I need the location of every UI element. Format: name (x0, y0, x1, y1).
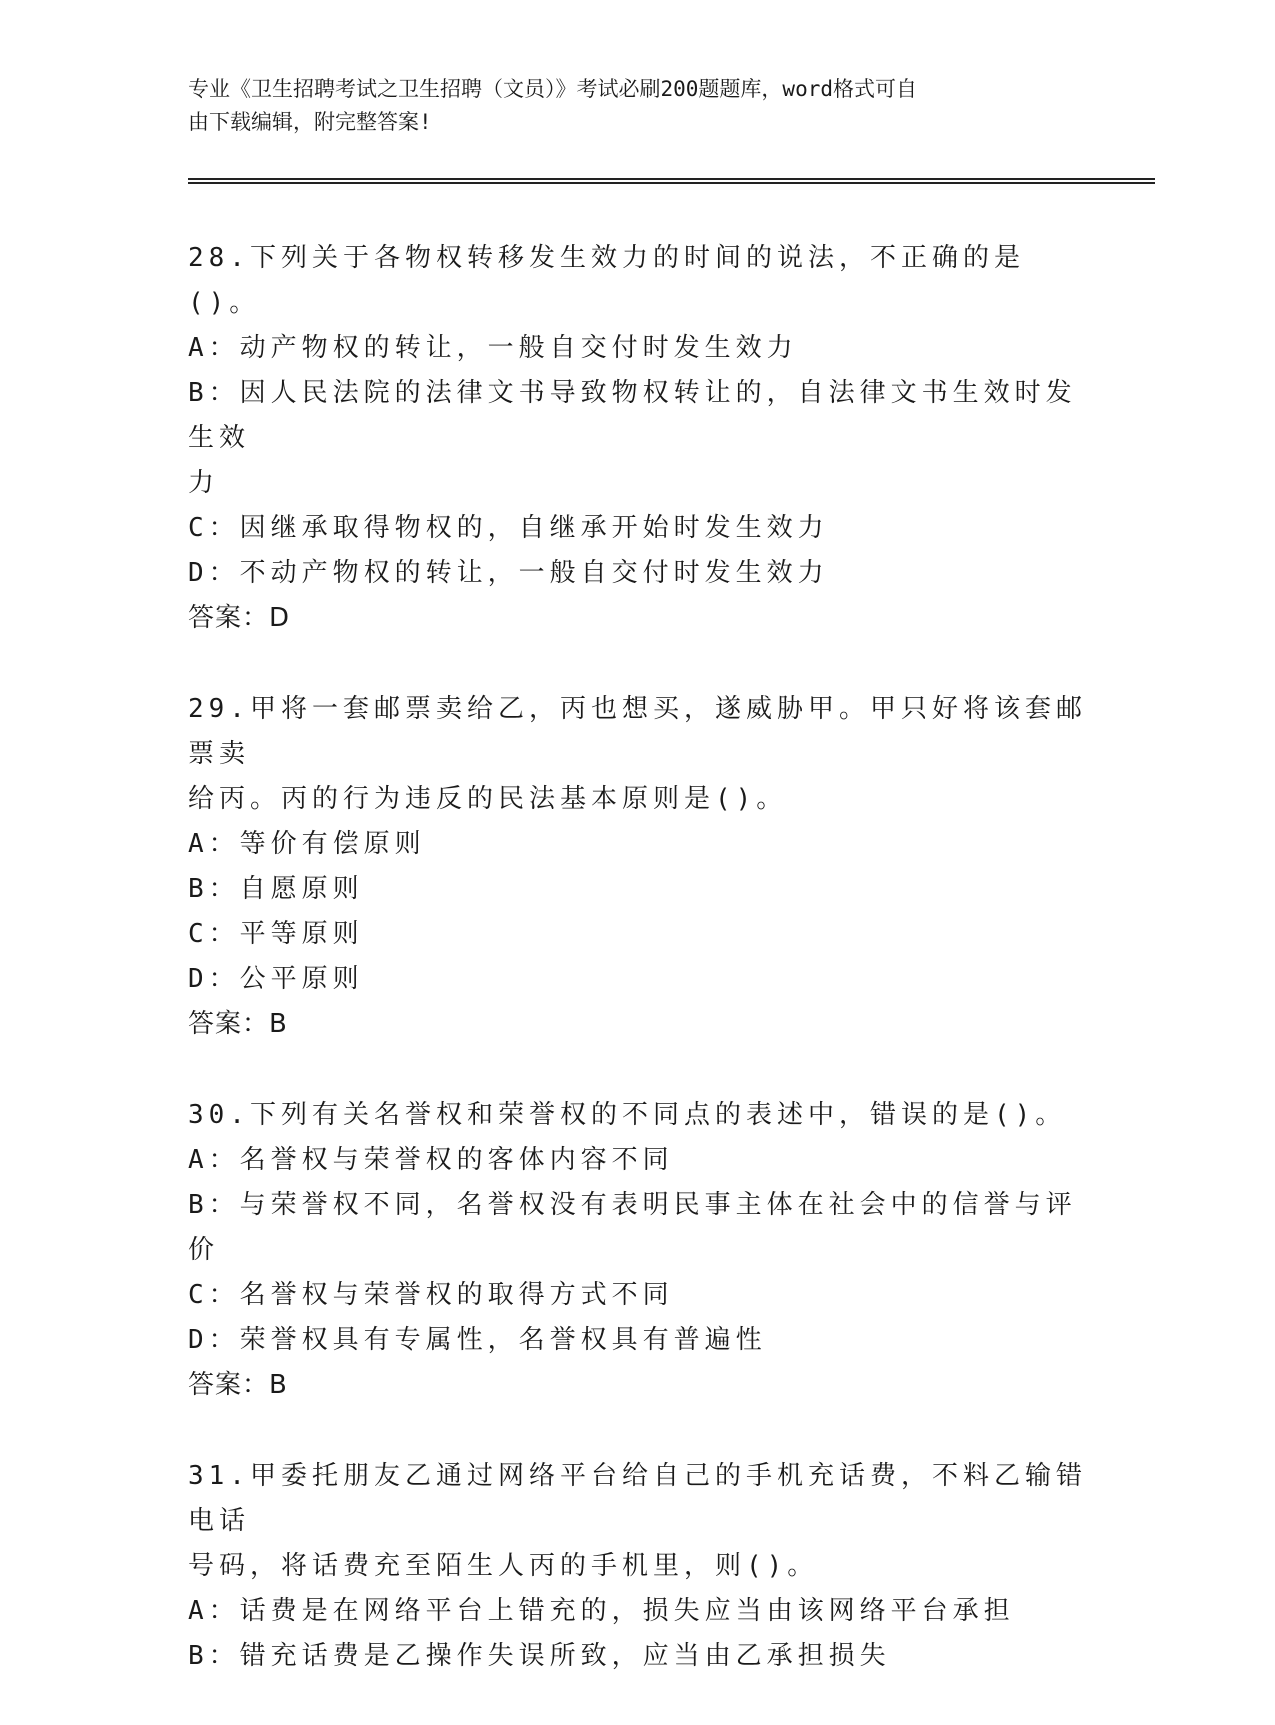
question-stem: 31.甲委托朋友乙通过网络平台给自己的手机充话费，不料乙输错电话 (188, 1461, 1087, 1536)
header-divider (188, 178, 1155, 184)
option-d: D：不动产物权的转让，一般自交付时发生效力 (188, 558, 829, 588)
option-b: B：因人民法院的法律文书导致物权转让的，自法律文书生效时发生效 (188, 378, 1077, 453)
question-stem-continued: 给丙。丙的行为违反的民法基本原则是()。 (188, 784, 788, 814)
answer: 答案：B (188, 1009, 288, 1039)
question-stem: 30.下列有关名誉权和荣誉权的不同点的表述中，错误的是()。 (188, 1100, 1067, 1130)
option-b: B：错充话费是乙操作失误所致，应当由乙承担损失 (188, 1641, 891, 1671)
option-b: B：与荣誉权不同，名誉权没有表明民事主体在社会中的信誉与评价 (188, 1190, 1077, 1265)
question-28 (188, 236, 1088, 641)
option-b: B：自愿原则 (188, 874, 364, 904)
header-line-1: 专业《卫生招聘考试之卫生招聘（文员）》考试必刷200题题库，word格式可自 (188, 77, 917, 101)
question-31 (188, 1454, 1088, 1679)
option-d: D：荣誉权具有专属性，名誉权具有普遍性 (188, 1325, 767, 1355)
option-c: C：平等原则 (188, 919, 364, 949)
question-stem-continued: 号码，将话费充至陌生人丙的手机里，则()。 (188, 1551, 819, 1581)
option-a: A：话费是在网络平台上错充的，损失应当由该网络平台承担 (188, 1596, 1015, 1626)
option-c: C：名誉权与荣誉权的取得方式不同 (188, 1280, 674, 1310)
question-list (188, 236, 1088, 1725)
option-a: A：等价有偿原则 (188, 829, 426, 859)
option-c: C：因继承取得物权的，自继承开始时发生效力 (188, 513, 829, 543)
option-d: D：公平原则 (188, 964, 364, 994)
question-29 (188, 687, 1088, 1047)
question-stem: 28.下列关于各物权转移发生效力的时间的说法，不正确的是()。 (188, 243, 1025, 318)
question-stem: 29.甲将一套邮票卖给乙，丙也想买，遂威胁甲。甲只好将该套邮票卖 (188, 694, 1087, 769)
header-line-2: 由下载编辑，附完整答案! (188, 110, 432, 134)
question-30 (188, 1093, 1088, 1408)
option-a: A：动产物权的转让，一般自交付时发生效力 (188, 333, 798, 363)
option-b-continued: 力 (188, 468, 220, 498)
document-header (188, 73, 1068, 139)
answer: 答案：B (188, 1370, 288, 1400)
answer: 答案：D (188, 603, 291, 633)
option-a: A：名誉权与荣誉权的客体内容不同 (188, 1145, 674, 1175)
